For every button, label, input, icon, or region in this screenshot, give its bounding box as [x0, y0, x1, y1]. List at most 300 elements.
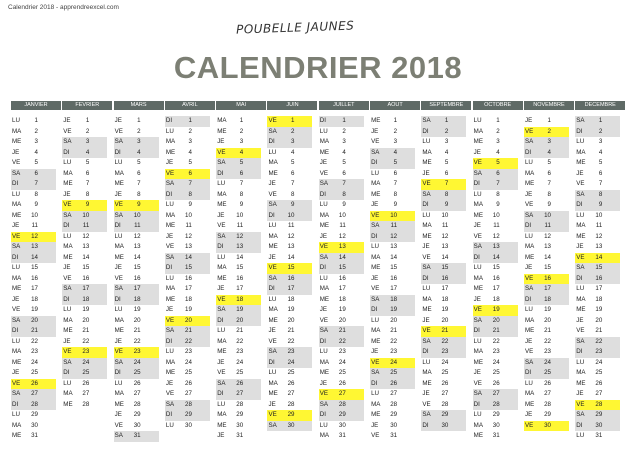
day-number: 28	[287, 400, 295, 408]
weekday-label: VE	[217, 295, 226, 303]
day-row	[319, 169, 364, 180]
day-number: 21	[544, 327, 551, 334]
day-number: 26	[185, 379, 192, 387]
day-row	[319, 148, 364, 159]
day-number: 29	[390, 411, 398, 418]
day-number: 2	[444, 127, 449, 135]
weekday-label: ME	[422, 232, 432, 240]
weekday-label: VE	[114, 127, 123, 135]
day-number: 30	[492, 421, 500, 429]
day-row	[473, 379, 518, 390]
day-number: 4	[188, 148, 192, 156]
month-header: MAI	[216, 101, 266, 110]
day-number: 13	[185, 243, 192, 250]
day-row	[114, 169, 159, 180]
day-number: 8	[547, 190, 551, 198]
weekday-label: ME	[371, 264, 381, 271]
day-row	[114, 316, 159, 327]
day-number: 12	[595, 232, 603, 240]
day-number: 21	[390, 327, 398, 334]
day-row	[216, 263, 261, 274]
day-number: 13	[31, 243, 38, 250]
day-row	[319, 158, 364, 169]
day-number: 23	[133, 348, 141, 355]
day-row	[11, 410, 56, 421]
day-number: 18	[390, 295, 398, 303]
weekday-label: DI	[371, 159, 378, 166]
weekday-label: DI	[576, 421, 583, 429]
day-number: 9	[547, 201, 551, 208]
day-row	[319, 200, 364, 211]
month-column-novembre	[524, 101, 575, 442]
day-number: 9	[137, 201, 141, 208]
day-number: 1	[598, 117, 603, 124]
weekday-label: ME	[63, 327, 73, 334]
weekday-label: DI	[319, 411, 326, 418]
weekday-label: JE	[63, 264, 71, 271]
weekday-label: VE	[114, 421, 123, 429]
weekday-label: SA	[319, 327, 329, 334]
day-row	[267, 389, 312, 400]
day-row	[11, 179, 56, 190]
day-number: 16	[82, 274, 90, 282]
weekday-label: LU	[217, 327, 226, 334]
day-number: 15	[236, 264, 244, 271]
day-row	[319, 232, 364, 243]
weekday-label: MA	[165, 211, 176, 219]
day-row	[319, 190, 364, 201]
day-number: 2	[547, 127, 551, 135]
day-number: 12	[338, 232, 346, 240]
weekday-label: SA	[371, 369, 380, 376]
day-number: 20	[185, 316, 192, 324]
day-row	[165, 158, 210, 169]
day-row	[524, 284, 569, 295]
day-row	[11, 347, 56, 358]
weekday-label: VE	[319, 316, 329, 324]
weekday-label: SA	[319, 400, 329, 408]
weekday-label: ME	[217, 201, 227, 208]
weekday-label: DI	[473, 180, 480, 187]
weekday-label: DI	[12, 400, 19, 408]
day-row	[575, 410, 620, 421]
weekday-label: DI	[63, 295, 70, 303]
weekday-label: LU	[473, 117, 482, 124]
day-number: 9	[34, 201, 38, 208]
weekday-label: SA	[114, 285, 123, 292]
day-number: 17	[31, 285, 38, 292]
weekday-label: ME	[12, 285, 22, 292]
day-row	[421, 358, 466, 369]
day-number: 5	[291, 159, 295, 166]
weekday-label: VE	[165, 390, 175, 397]
day-number: 11	[134, 222, 141, 229]
weekday-label: ME	[524, 253, 535, 261]
day-number: 6	[547, 169, 551, 177]
day-row	[11, 116, 56, 127]
day-row	[11, 326, 56, 337]
day-row	[370, 263, 415, 274]
weekday-label: LU	[165, 421, 174, 429]
weekday-label: ME	[114, 400, 124, 408]
day-row	[524, 148, 569, 159]
day-number: 12	[492, 232, 500, 240]
weekday-label: DI	[524, 222, 532, 229]
weekday-label: ME	[63, 400, 73, 408]
day-number: 3	[444, 138, 449, 145]
day-row	[62, 389, 107, 400]
day-number: 26	[441, 379, 449, 387]
weekday-label: SA	[114, 432, 123, 439]
weekday-label: LU	[12, 411, 20, 418]
day-row	[114, 253, 159, 264]
weekday-label: LU	[12, 264, 20, 271]
day-number: 1	[291, 117, 295, 124]
day-row	[370, 337, 415, 348]
day-number: 9	[496, 201, 500, 208]
day-number: 27	[287, 390, 295, 397]
weekday-label: DI	[473, 327, 480, 334]
weekday-label: SA	[319, 180, 329, 187]
day-row	[216, 389, 261, 400]
weekday-label: LU	[268, 369, 277, 376]
day-row	[216, 410, 261, 421]
day-number: 11	[544, 222, 551, 229]
day-row	[575, 137, 620, 148]
month-column-juin	[267, 101, 318, 442]
day-number: 21	[236, 327, 244, 334]
day-row	[114, 137, 159, 148]
weekday-label: VE	[524, 274, 534, 282]
weekday-label: JE	[319, 232, 328, 240]
day-number: 4	[137, 148, 141, 156]
day-row	[62, 158, 107, 169]
day-number: 29	[595, 411, 603, 418]
weekday-label: LU	[371, 243, 379, 250]
day-number: 11	[288, 222, 295, 229]
day-row-highlighted	[473, 158, 518, 169]
weekday-label: VE	[165, 243, 175, 250]
weekday-label: DI	[422, 127, 429, 135]
day-number: 30	[338, 421, 346, 429]
day-number: 1	[85, 117, 90, 124]
day-number: 24	[595, 358, 603, 366]
weekday-label: ME	[371, 411, 381, 418]
day-row	[62, 316, 107, 327]
weekday-label: DI	[371, 379, 378, 387]
day-number: 24	[492, 358, 500, 366]
day-row	[267, 169, 312, 180]
day-row	[216, 326, 261, 337]
day-row	[575, 200, 620, 211]
weekday-label: LU	[422, 358, 431, 366]
day-number: 16	[236, 274, 244, 282]
weekday-label: MA	[576, 222, 586, 229]
day-number: 6	[598, 169, 603, 177]
weekday-label: SA	[217, 159, 226, 166]
day-row	[114, 284, 159, 295]
handwritten-note-text: POUBELLE JAUNES	[235, 18, 355, 37]
day-number: 9	[85, 201, 90, 208]
weekday-label: JE	[217, 432, 225, 439]
weekday-label: VE	[473, 232, 482, 240]
day-number: 25	[441, 369, 449, 376]
day-row	[575, 389, 620, 400]
day-row	[216, 284, 261, 295]
day-row	[524, 305, 569, 316]
weekday-label: DI	[114, 295, 121, 303]
day-number: 4	[34, 148, 38, 156]
day-number: 18	[185, 295, 192, 303]
day-row	[62, 232, 107, 243]
weekday-label: SA	[268, 274, 277, 282]
day-row	[575, 431, 620, 442]
weekday-label: ME	[114, 253, 124, 261]
weekday-label: LU	[114, 232, 123, 240]
weekday-label: JE	[268, 400, 276, 408]
weekday-label: VE	[114, 201, 123, 208]
day-number: 27	[492, 390, 500, 397]
day-row	[473, 284, 518, 295]
day-row	[575, 379, 620, 390]
day-number: 14	[236, 253, 244, 261]
day-number: 8	[393, 190, 398, 198]
weekday-label: VE	[524, 421, 534, 429]
weekday-label: MA	[114, 243, 124, 250]
day-number: 24	[544, 358, 551, 366]
day-number: 15	[31, 264, 38, 271]
weekday-label: SA	[524, 138, 534, 145]
day-row	[319, 410, 364, 421]
day-row	[165, 179, 210, 190]
weekday-label: LU	[165, 201, 174, 208]
day-number: 19	[441, 306, 449, 313]
day-row	[524, 263, 569, 274]
day-row	[524, 211, 569, 222]
day-row-highlighted	[524, 274, 569, 285]
weekday-label: VE	[422, 180, 431, 187]
day-number: 19	[31, 306, 38, 313]
day-row	[421, 347, 466, 358]
weekday-label: LU	[217, 253, 226, 261]
weekday-label: ME	[422, 159, 432, 166]
day-number: 31	[133, 432, 141, 439]
day-number: 17	[595, 285, 603, 292]
day-number: 21	[595, 327, 603, 334]
day-number: 29	[338, 411, 346, 418]
weekday-label: ME	[473, 285, 483, 292]
day-number: 5	[496, 159, 500, 166]
weekday-label: ME	[371, 190, 381, 198]
day-number: 29	[31, 411, 38, 418]
day-number: 14	[185, 253, 192, 261]
day-row	[114, 232, 159, 243]
weekday-label: MA	[576, 295, 586, 303]
weekday-label: LU	[268, 295, 277, 303]
day-row	[216, 221, 261, 232]
weekday-label: LU	[12, 190, 20, 198]
day-number: 27	[544, 390, 551, 397]
day-number: 23	[492, 348, 500, 355]
day-number: 21	[31, 327, 38, 334]
day-row	[319, 337, 364, 348]
day-row	[165, 148, 210, 159]
day-number: 23	[31, 348, 38, 355]
day-number: 31	[31, 432, 38, 439]
day-row	[267, 190, 312, 201]
day-row	[165, 400, 210, 411]
day-number: 16	[31, 274, 38, 282]
day-number: 8	[291, 190, 295, 198]
day-row	[114, 211, 159, 222]
day-number: 5	[188, 159, 192, 166]
day-number: 21	[338, 327, 346, 334]
day-number: 13	[544, 243, 551, 250]
day-row	[575, 148, 620, 159]
day-row	[216, 190, 261, 201]
day-number: 17	[441, 285, 449, 292]
day-number: 26	[82, 379, 90, 387]
day-row	[216, 137, 261, 148]
weekday-label: DI	[114, 222, 121, 229]
day-number: 4	[444, 148, 449, 156]
day-row-highlighted	[62, 347, 107, 358]
day-number: 8	[188, 190, 192, 198]
day-row	[473, 137, 518, 148]
day-number: 13	[338, 243, 346, 250]
day-number: 15	[133, 264, 141, 271]
weekday-label: VE	[524, 348, 534, 355]
day-number: 3	[547, 138, 551, 145]
weekday-label: JE	[12, 148, 20, 156]
weekday-label: SA	[63, 285, 72, 292]
day-number: 10	[595, 211, 603, 219]
weekday-label: SA	[524, 211, 534, 219]
day-number: 31	[390, 432, 398, 439]
month-column-aout	[370, 101, 421, 442]
weekday-label: MA	[12, 274, 22, 282]
weekday-label: MA	[422, 148, 432, 156]
day-row	[575, 368, 620, 379]
day-number: 9	[342, 201, 346, 208]
weekday-label: SA	[576, 117, 585, 124]
weekday-label: VE	[63, 348, 72, 355]
weekday-label: SA	[473, 390, 482, 397]
day-row	[370, 127, 415, 138]
day-row	[267, 253, 312, 264]
weekday-label: JE	[473, 295, 481, 303]
day-number: 24	[287, 358, 295, 366]
weekday-label: DI	[165, 190, 173, 198]
weekday-label: MA	[268, 232, 278, 240]
day-number: 10	[441, 211, 449, 219]
day-row	[473, 326, 518, 337]
weekday-label: SA	[576, 190, 585, 198]
day-number: 2	[393, 127, 398, 135]
weekday-label: SA	[473, 169, 482, 177]
day-number: 23	[390, 348, 398, 355]
day-number: 12	[441, 232, 449, 240]
day-row	[114, 421, 159, 432]
weekday-label: VE	[268, 411, 277, 418]
weekday-label: JE	[319, 159, 328, 166]
day-number: 28	[185, 400, 192, 408]
day-number: 22	[236, 337, 244, 345]
weekday-label: LU	[524, 306, 533, 313]
day-row	[370, 389, 415, 400]
day-number: 5	[342, 159, 346, 166]
day-number: 27	[236, 390, 244, 397]
weekday-label: MA	[473, 274, 483, 282]
weekday-label: JE	[422, 243, 430, 250]
day-row	[319, 347, 364, 358]
day-number: 21	[82, 327, 90, 334]
day-row	[267, 200, 312, 211]
weekday-label: JE	[268, 253, 276, 261]
weekday-label: MA	[319, 432, 330, 439]
day-number: 31	[236, 432, 244, 439]
weekday-label: MA	[12, 127, 22, 135]
weekday-label: JE	[524, 337, 533, 345]
weekday-label: DI	[114, 369, 121, 376]
weekday-label: DI	[114, 148, 121, 156]
month-header: FEVRIER	[62, 101, 112, 110]
day-number: 26	[595, 379, 603, 387]
weekday-label: JE	[422, 316, 430, 324]
weekday-label: MA	[422, 222, 432, 229]
day-row	[11, 137, 56, 148]
day-number: 5	[393, 159, 398, 166]
day-row	[524, 253, 569, 264]
day-number: 28	[390, 400, 398, 408]
weekday-label: SA	[473, 243, 482, 250]
weekday-label: MA	[473, 348, 483, 355]
weekday-label: LU	[63, 232, 72, 240]
weekday-label: JE	[268, 327, 276, 334]
month-column-mars	[114, 101, 165, 442]
day-row	[575, 421, 620, 432]
weekday-label: MA	[268, 159, 278, 166]
day-number: 30	[390, 421, 398, 429]
weekday-label: SA	[165, 253, 175, 261]
day-number: 13	[441, 243, 449, 250]
weekday-label: DI	[473, 400, 480, 408]
day-number: 11	[390, 222, 398, 229]
day-number: 24	[133, 358, 141, 366]
weekday-label: LU	[63, 159, 72, 166]
day-row	[216, 242, 261, 253]
weekday-label: DI	[422, 421, 429, 429]
weekday-label: JE	[371, 421, 379, 429]
weekday-label: ME	[319, 222, 330, 229]
day-number: 1	[444, 117, 449, 124]
day-row	[216, 316, 261, 327]
day-number: 19	[390, 306, 398, 313]
weekday-label: MA	[473, 421, 483, 429]
day-number: 19	[338, 306, 346, 313]
day-row	[370, 253, 415, 264]
weekday-label: SA	[576, 264, 585, 271]
day-row	[267, 295, 312, 306]
day-row	[524, 379, 569, 390]
weekday-label: VE	[524, 201, 534, 208]
day-row-highlighted	[319, 389, 364, 400]
day-row	[370, 305, 415, 316]
day-row	[62, 379, 107, 390]
day-row	[524, 410, 569, 421]
day-number: 1	[34, 117, 38, 124]
weekday-label: JE	[217, 211, 225, 219]
